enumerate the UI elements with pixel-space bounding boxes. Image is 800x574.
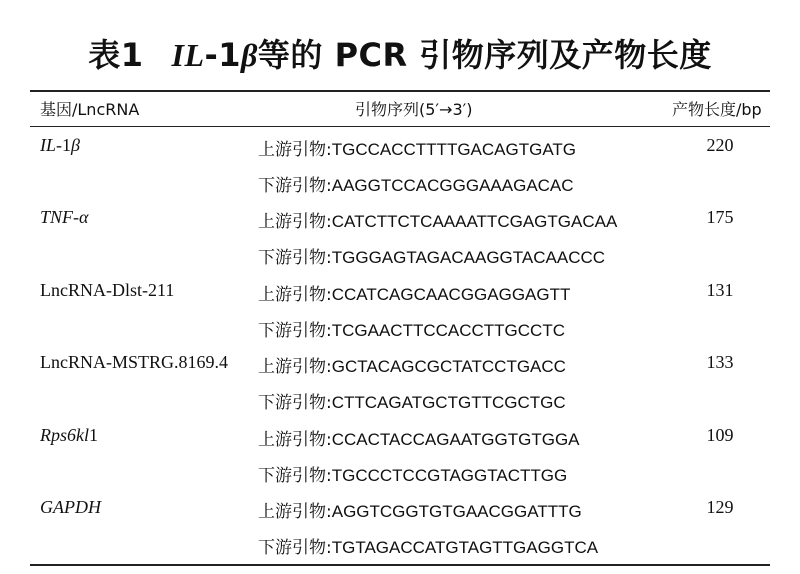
forward-primer: 上游引物:AGGTCGGTGTGAACGGATTTG (258, 502, 582, 522)
top-rule (30, 90, 770, 92)
product-length: 175 (706, 207, 734, 227)
forward-primer: 上游引物:CCACTACCAGAATGGTGTGGA (258, 430, 580, 450)
product-length: 129 (706, 497, 734, 517)
reverse-primer: 下游引物:AAGGTCCACGGGAAAGACAC (258, 176, 574, 196)
product-length: 133 (706, 352, 734, 372)
reverse-primer: 下游引物:TGCCCTCCGTAGGTACTTGG (258, 466, 568, 486)
title-beta: β (241, 37, 258, 73)
reverse-primer: 下游引物:TGTAGACCATGTAGTTGAGGTCA (258, 538, 599, 558)
bottom-rule (30, 564, 770, 566)
gene-name: LncRNA-MSTRG.8169.4 (40, 352, 228, 372)
table-number: 表1 (88, 36, 144, 74)
forward-primer: 上游引物:GCTACAGCGCTATCCTGACC (258, 357, 566, 377)
reverse-primer: 下游引物:TGGGAGTAGACAAGGTACAACCC (258, 248, 606, 268)
title-text: 等的 PCR 引物序列及产物长度 (257, 36, 712, 74)
header-gene: 基因/LncRNA (40, 100, 140, 119)
reverse-primer: 下游引物:CTTCAGATGCTGTTCGCTGC (258, 393, 566, 413)
product-length: 109 (706, 425, 734, 445)
header-length: 产物长度/bp (672, 100, 762, 119)
gene-name: LncRNA-Dlst-211 (40, 280, 175, 300)
forward-primer: 上游引物:CATCTTCTCAAAATTCGAGTGACAA (258, 212, 618, 232)
header-rule (30, 126, 770, 127)
title-gene-italic: IL (171, 37, 205, 73)
gene-name: TNF-α (40, 207, 89, 227)
gene-name: GAPDH (40, 497, 101, 517)
title-gene-rest: -1 (204, 36, 242, 74)
table-title (0, 30, 800, 76)
product-length: 131 (706, 280, 734, 300)
product-length: 220 (706, 135, 734, 155)
header-primer: 引物序列(5′→3′) (355, 100, 473, 119)
gene-name: Rps6kl1 (40, 425, 98, 445)
gene-name: IL-1β (40, 135, 80, 155)
forward-primer: 上游引物:CCATCAGCAACGGAGGAGTT (258, 285, 571, 305)
forward-primer: 上游引物:TGCCACCTTTTGACAGTGATG (258, 140, 577, 160)
reverse-primer: 下游引物:TCGAACTTCCACCTTGCCTC (258, 321, 565, 341)
